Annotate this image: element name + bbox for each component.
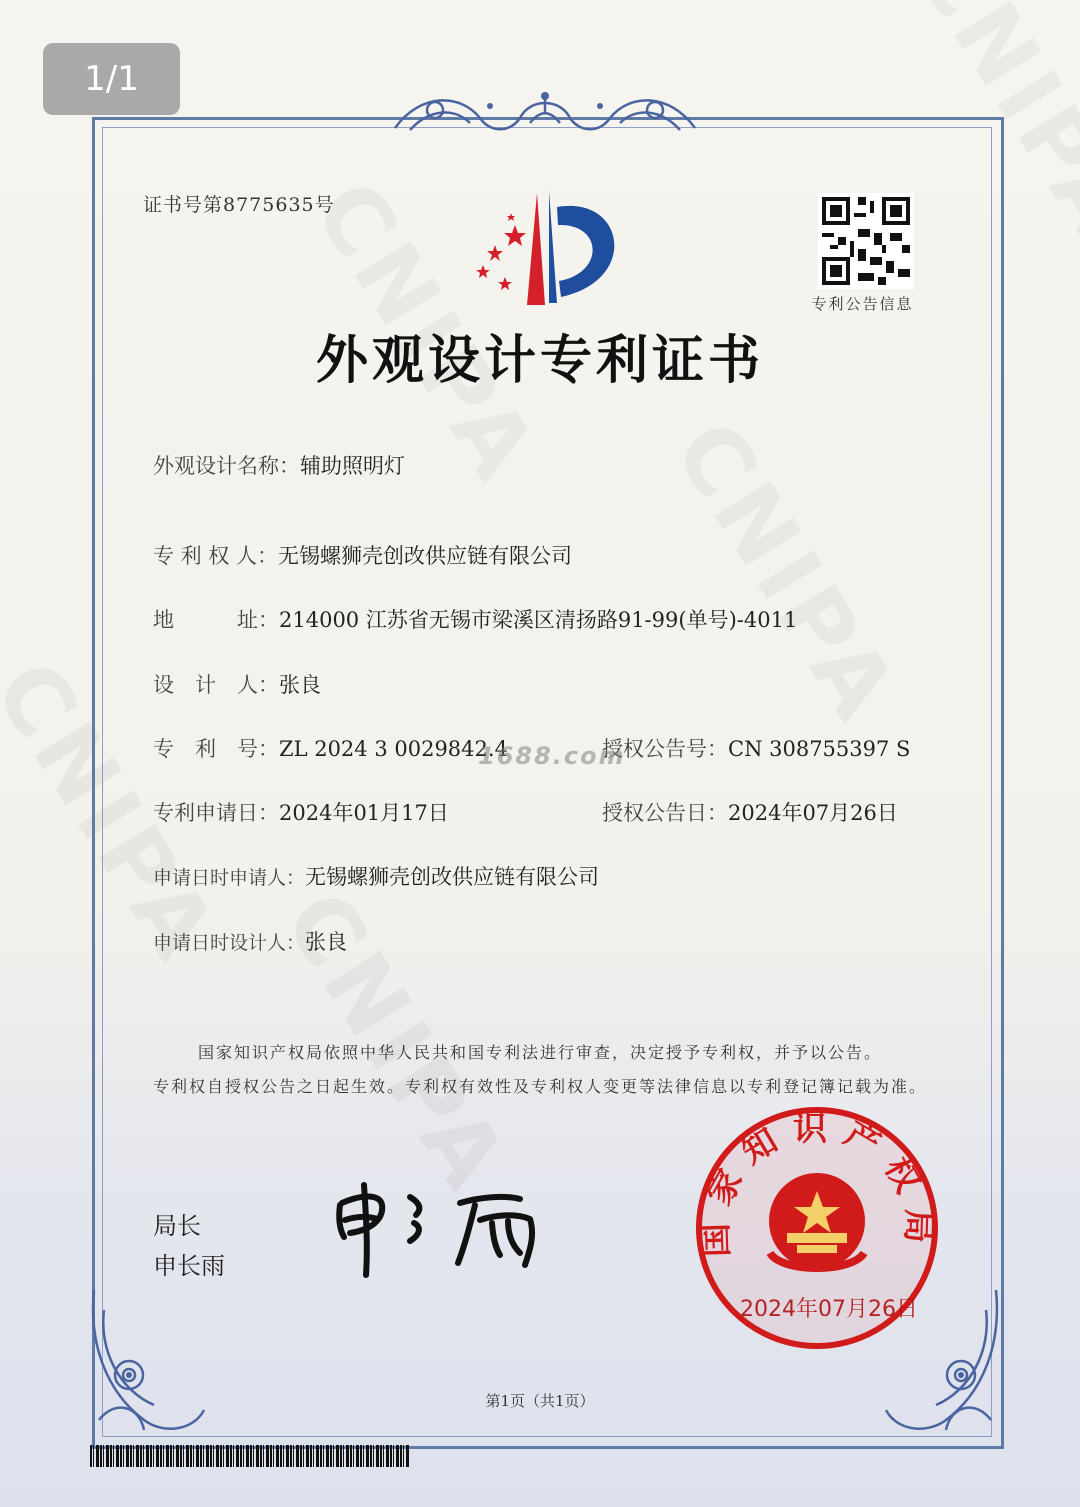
barcode-icon	[90, 1445, 410, 1467]
filing-date-value: 2024年01月17日	[279, 801, 449, 825]
filing-date-row	[153, 797, 449, 827]
cnipa-emblem-icon	[465, 185, 630, 310]
design-name-row	[153, 450, 405, 480]
patent-number-value: ZL 2024 3 0029842.4	[279, 737, 508, 761]
designer-at-filing-row	[153, 926, 347, 956]
designer-at-filing-value: 张良	[305, 930, 348, 954]
qr-code-label: 专利公告信息	[811, 295, 914, 313]
notice-line-2: 专利权自授权公告之日起生效。专利权有效性及专利权人变更等法律信息以专利登记簿记载为准。	[152, 1077, 927, 1096]
certificate-number: 证书号第8775635号	[143, 194, 335, 216]
grant-publication-number-label: 授权公告号：	[602, 737, 728, 761]
director-name: 申长雨	[153, 1252, 225, 1280]
seal-date: 2024年07月26日	[740, 1297, 918, 1322]
grant-publication-number-value: CN 308755397 S	[728, 737, 911, 761]
designer-at-filing-label: 申请日时设计人：	[153, 932, 306, 954]
grant-publication-number-row	[602, 733, 910, 763]
page-counter-badge: 1/1	[43, 43, 180, 115]
grant-publication-date-value: 2024年07月26日	[728, 801, 898, 825]
filing-date-label: 专利申请日：	[153, 801, 279, 825]
applicant-at-filing-value: 无锡螺狮壳创改供应链有限公司	[305, 865, 600, 889]
applicant-at-filing-row	[153, 861, 599, 891]
grant-publication-date-row	[602, 797, 898, 827]
notice-line-1: 国家知识产权局依照中华人民共和国专利法进行审查，决定授予专利权，并予以公告。	[197, 1043, 882, 1062]
address-value: 214000 江苏省无锡市梁溪区清扬路91-99(单号)-4011	[279, 608, 798, 632]
address-row	[153, 604, 797, 634]
applicant-at-filing-label: 申请日时申请人：	[153, 867, 306, 889]
qr-code-icon[interactable]	[818, 193, 914, 289]
patentee-value: 无锡螺狮壳创改供应链有限公司	[278, 544, 573, 568]
patent-number-label: 专 利 号：	[153, 737, 279, 761]
designer-label: 设 计 人：	[153, 673, 279, 697]
patentee-row	[153, 540, 572, 570]
design-name-label: 外观设计名称：	[153, 454, 300, 478]
design-name-value: 辅助照明灯	[300, 454, 405, 478]
director-signature-icon	[330, 1175, 560, 1285]
director-title: 局长	[153, 1212, 201, 1240]
page-number: 第1页（共1页）	[485, 1392, 595, 1410]
grant-publication-date-label: 授权公告日：	[602, 801, 728, 825]
patent-number-row	[153, 733, 508, 763]
patentee-label: 专 利 权 人：	[153, 544, 279, 568]
seal-text: 国家知识产权局	[695, 1108, 939, 1258]
address-label: 地 址：	[153, 608, 279, 632]
designer-value: 张良	[279, 673, 321, 697]
certificate-title: 外观设计专利证书	[315, 330, 764, 391]
top-ornament-icon	[390, 88, 700, 143]
designer-row	[153, 669, 321, 699]
corner-ornament-icon	[84, 1280, 214, 1440]
site-watermark: 1688.com	[478, 742, 626, 770]
